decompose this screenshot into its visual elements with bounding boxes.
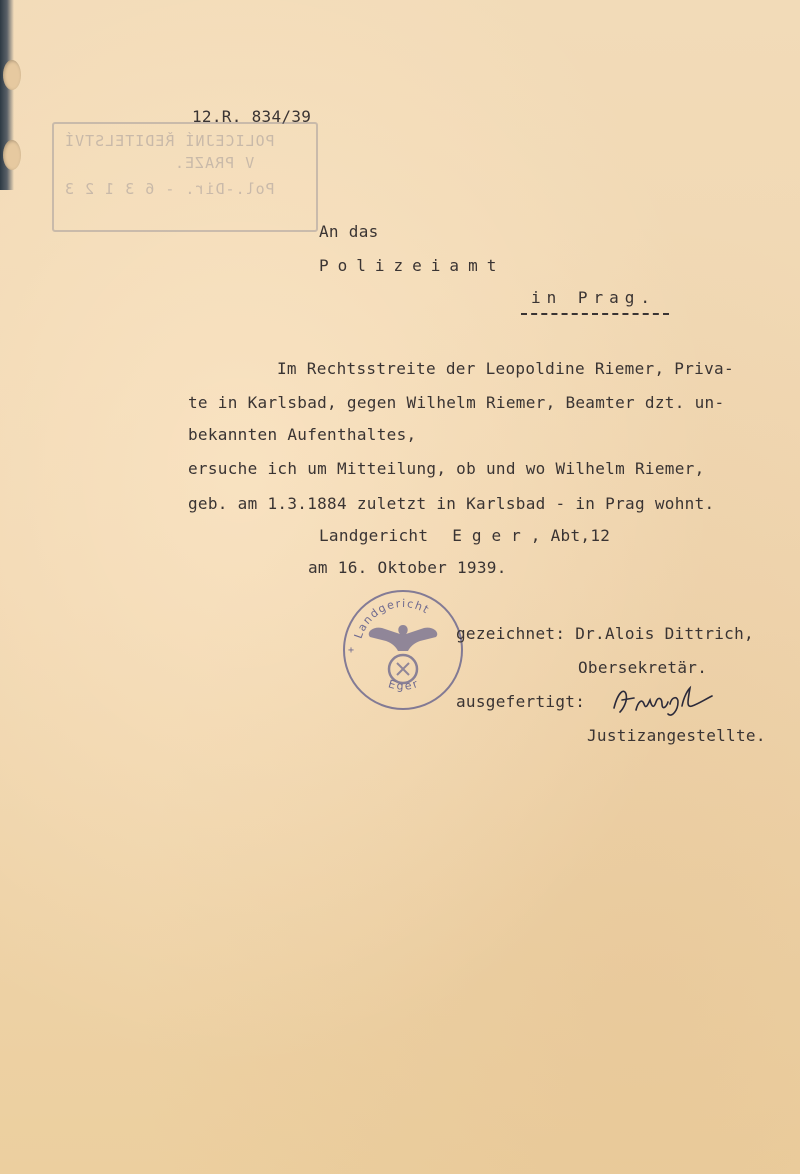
body-line: geb. am 1.3.1884 zuletzt in Karlsbad - in Prag wohnt. bbox=[188, 494, 715, 513]
punch-hole bbox=[3, 140, 21, 170]
handwritten-signature bbox=[608, 684, 718, 718]
receipt-stamp bbox=[52, 122, 318, 232]
address-underline bbox=[521, 313, 669, 315]
signed-by-title: Obersekretär. bbox=[578, 658, 708, 677]
receipt-stamp-line: V PRAZE. bbox=[174, 154, 255, 172]
body-line: te in Karlsbad, gegen Wilhelm Riemer, Beamter dzt. un- bbox=[188, 393, 725, 412]
reference-number: 12.R. 834/39 bbox=[192, 107, 312, 126]
body-line: ersuche ich um Mitteilung, ob und wo Wilhelm Riemer, bbox=[188, 459, 705, 478]
addressee-line: An das bbox=[319, 222, 379, 241]
addressee-office: Polizeiamt bbox=[319, 256, 506, 275]
body-line: bekannten Aufenthaltes, bbox=[188, 425, 417, 444]
seal-top-text: Landgericht bbox=[351, 596, 433, 641]
signed-by-line: gezeichnet: Dr.Alois Dittrich, bbox=[456, 624, 754, 643]
issued-by-title: Justizangestellte. bbox=[587, 726, 766, 745]
issued-by-label: ausgefertigt: bbox=[456, 692, 586, 711]
punch-hole bbox=[3, 60, 21, 90]
court-city: Eger bbox=[452, 526, 531, 545]
body-line: Im Rechtsstreite der Leopoldine Riemer, Priva- bbox=[277, 359, 734, 378]
svg-text:+: + bbox=[348, 645, 355, 656]
seal-bottom-text: Eger bbox=[386, 676, 422, 693]
court-seal bbox=[342, 589, 464, 711]
addressee-city: in Prag. bbox=[531, 288, 657, 307]
eagle-emblem-icon bbox=[369, 625, 438, 651]
court-name: Landgericht bbox=[319, 526, 429, 545]
receipt-stamp-line: Pol.-Dir. - 6 3 1 2 3 bbox=[64, 180, 275, 198]
receipt-stamp-line: POLICEJNÍ ŘEDITELSTVÍ bbox=[64, 132, 275, 150]
date-line: am 16. Oktober 1939. bbox=[308, 558, 507, 577]
court-line bbox=[319, 526, 610, 545]
court-dept: , Abt,12 bbox=[530, 526, 611, 545]
